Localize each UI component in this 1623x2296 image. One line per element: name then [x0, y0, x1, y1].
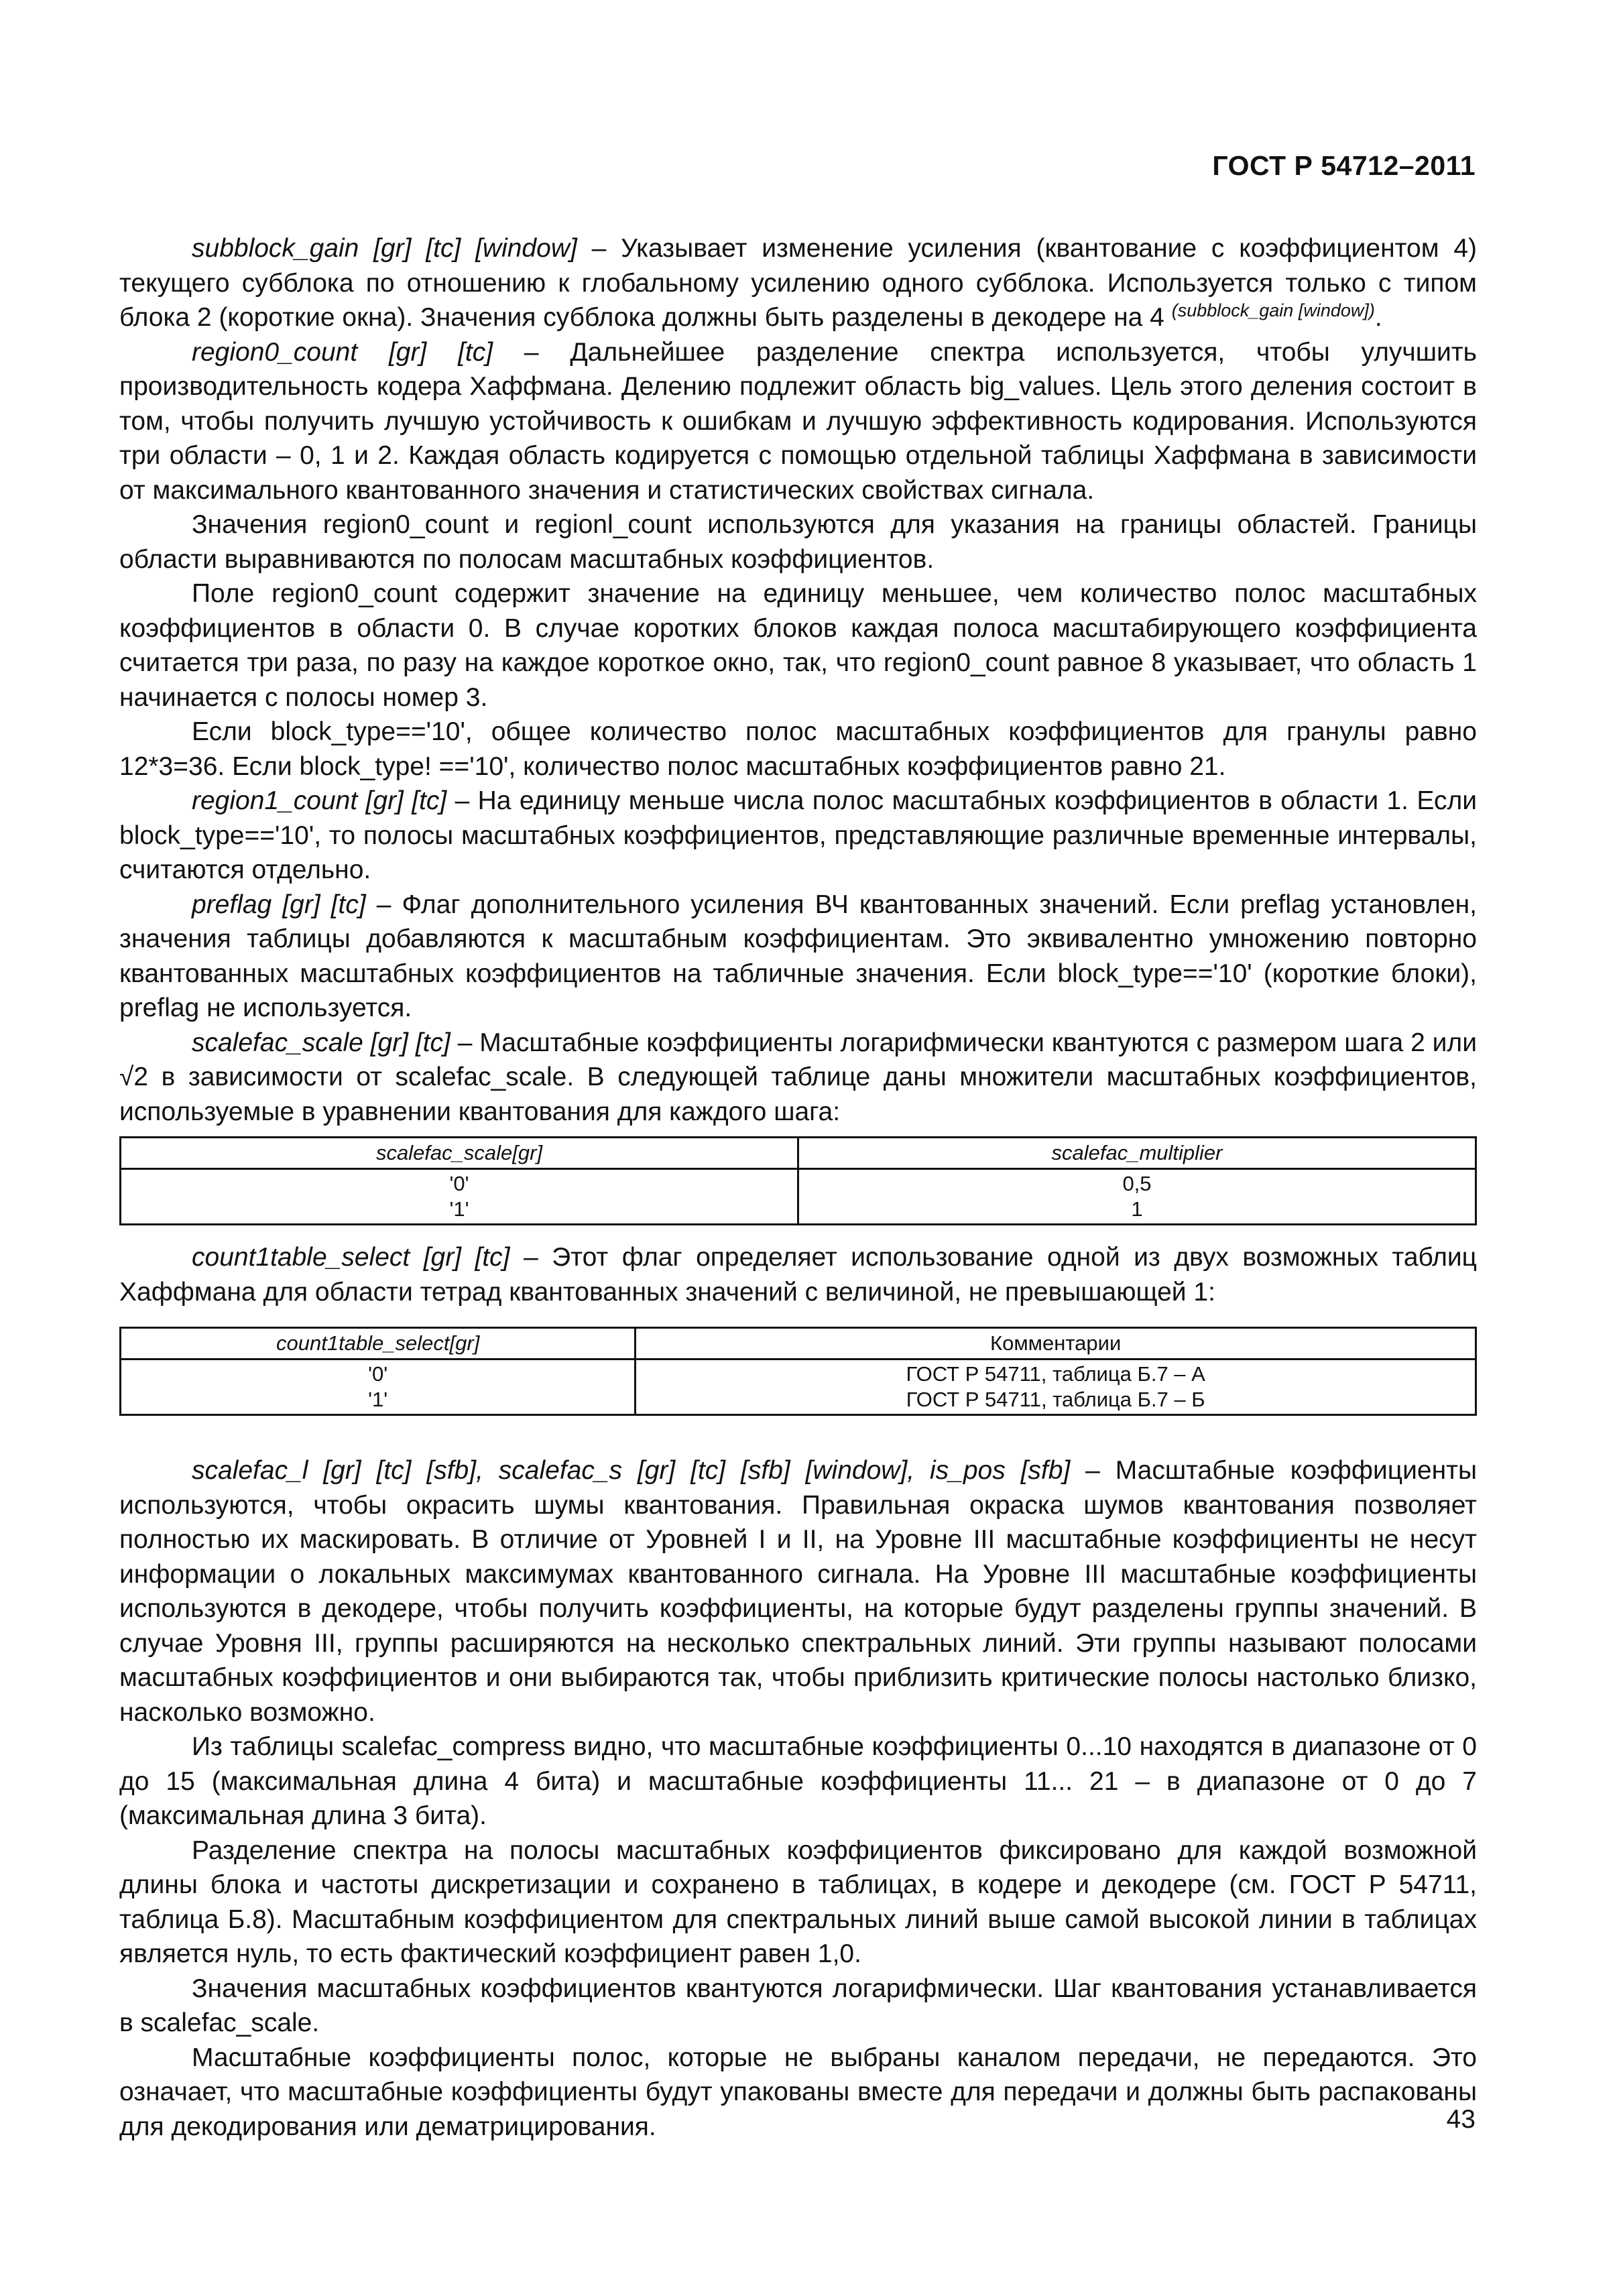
document-body	[119, 231, 1477, 2144]
term-label: count1table_select [gr] [tc]	[192, 1243, 510, 1272]
paragraph-region0-field: Поле region0_count содержит значение на единицу меньшее, чем количество полос масштабных коэффициентов в области 0. В случае коротких блоков каждая полоса масштабирующего коэффициента считается три раза, по разу на каждое короткое окно, так, что region0_count равное 8 указывает, что область 1 начинается с полосы номер 3.	[119, 579, 1477, 712]
paragraph-text: – Этот флаг определяет использование одной из двух возможных таблиц Хаффмана для области тетрад квантованных значений с величиной, не превышающей 1:	[119, 1243, 1477, 1307]
table-cell: 1	[798, 1197, 1476, 1225]
paragraph-region-values: Значения region0_count и regionl_count используются для указания на границы областей. Границы области выравниваются по полосам масштабных коэффициентов.	[119, 510, 1477, 574]
paragraph-text: – Указывает изменение усиления (квантование с коэффициентом 4) текущего субблока по отношению к глобальному усилению одного субблока. Используется только с типом блока 2 (короткие окна). Значения субблока должны быть разделены в декодере на 4	[119, 234, 1477, 332]
term-label: region0_count [gr] [tc]	[192, 337, 493, 367]
term-label: subblock_gain [gr] [tc] [window]	[192, 234, 577, 263]
paragraph-text: – Дальнейшее разделение спектра используется, чтобы улучшить производительность кодера Хаффмана. Делению подлежит область big_values. Цель этого деления состоит в том, чтобы получить лучшую устойчивость к ошибкам и лучшую эффективность кодирования. Используются три области – 0, 1 и 2. Каждая область кодируется с помощью отдельной таблицы Хаффмана в зависимости от максимального квантованного значения и статистических свойствах сигнала.	[119, 337, 1477, 505]
table-cell: '1'	[121, 1197, 798, 1225]
table-cell: '1'	[121, 1387, 636, 1415]
term-label: scalefac_l [gr] [tc] [sfb], scalefac_s [gr] [tc] [sfb] [window], is_pos [sfb]	[192, 1456, 1071, 1485]
paragraph-count1table-select	[119, 1240, 1477, 1309]
paragraph-scalefac-compress: Из таблицы scalefac_compress видно, что масштабные коэффициенты 0...10 находятся в диапазоне от 0 до 15 (максимальная длина 4 бита) и масштабные коэффициенты 11... 21 – в диапазоне от 0 до 7 (максимальная длина 3 бита).	[119, 1732, 1477, 1830]
paragraph-text: – На единицу меньше числа полос масштабных коэффициентов в области 1. Если block_type=='10', то полосы масштабных коэффициентов, представляющие различные временные интервалы, считаются отдельно.	[119, 786, 1477, 884]
table-header-cell: scalefac_multiplier	[798, 1138, 1476, 1169]
count1table-table	[119, 1327, 1477, 1416]
paragraph-quantization: Значения масштабных коэффициентов квантуются логарифмически. Шаг квантования устанавливается в scalefac_scale.	[119, 1974, 1477, 2037]
paragraph-subblock-gain	[119, 231, 1477, 335]
table-row	[121, 1360, 1476, 1388]
paragraph-preflag	[119, 888, 1477, 1026]
paragraph-tail: .	[1374, 303, 1382, 332]
table-header-cell: Комментарии	[636, 1328, 1476, 1360]
paragraph-scalefac-l	[119, 1453, 1477, 1730]
table-header-row	[121, 1138, 1476, 1169]
document-id: ГОСТ Р 54712–2011	[1212, 150, 1476, 181]
table-cell: ГОСТ Р 54711, таблица Б.7 – А	[636, 1360, 1476, 1388]
paragraph-not-transmitted: Масштабные коэффициенты полос, которые не выбраны каналом передачи, не передаются. Это означает, что масштабные коэффициенты будут упакованы вместе для передачи и должны быть распакованы для декодирования или дематрицирования.	[119, 2043, 1477, 2141]
table-row	[121, 1197, 1476, 1225]
paragraph-scalefac-scale	[119, 1026, 1477, 1130]
paragraph-text: – Масштабные коэффициенты логарифмически квантуются с размером шага 2 или √2 в зависимости от scalefac_scale. В следующей таблице даны множители масштабных коэффициентов, используемые в уравнении квантования для каждого шага:	[119, 1028, 1477, 1126]
table-header-cell: scalefac_scale[gr]	[121, 1138, 798, 1169]
table-row	[121, 1387, 1476, 1415]
table-cell: 0,5	[798, 1169, 1476, 1197]
term-label: scalefac_scale [gr] [tc]	[192, 1028, 450, 1057]
paragraph-region0-count	[119, 335, 1477, 508]
table-header-row	[121, 1328, 1476, 1360]
table-cell: ГОСТ Р 54711, таблица Б.7 – Б	[636, 1387, 1476, 1415]
page-number: 43	[1446, 2105, 1476, 2134]
term-label: region1_count [gr] [tc]	[192, 786, 447, 815]
paragraph-spectrum-split: Разделение спектра на полосы масштабных коэффициентов фиксировано для каждой возможной длины блока и частоты дискретизации и сохранено в таблицах, в кодере и декодере (см. ГОСТ Р 54711, таблица Б.8). Масштабным коэффициентом для спектральных линий выше самой высокой линии в таблицах является нуль, то есть фактический коэффициент равен 1,0.	[119, 1835, 1477, 1968]
paragraph-region1-count	[119, 784, 1477, 888]
term-label: preflag [gr] [tc]	[192, 890, 366, 919]
paragraph-block-type: Если block_type=='10', общее количество полос масштабных коэффициентов для гранулы равно 12*3=36. Если block_type! =='10', количество полос масштабных коэффициентов равно 21.	[119, 717, 1477, 781]
scalefac-multiplier-table	[119, 1136, 1477, 1225]
superscript: (subblock_gain [window])	[1171, 300, 1375, 320]
table-header-cell: count1table_select[gr]	[121, 1328, 636, 1360]
table-row	[121, 1169, 1476, 1197]
paragraph-text: – Флаг дополнительного усиления ВЧ квантованных значений. Если preflag установлен, значения таблицы добавляются к масштабным коэффициентам. Это эквивалентно умножению повторно квантованных масштабных коэффициентов на табличные значения. Если block_type=='10' (короткие блоки), preflag не используется.	[119, 890, 1477, 1022]
table-cell: '0'	[121, 1169, 798, 1197]
paragraph-text: – Масштабные коэффициенты используются, чтобы окрасить шумы квантования. Правильная окраска шумов квантования позволяет полностью их маскировать. В отличие от Уровней I и II, на Уровне III масштабные коэффициенты не несут информации о локальных максимумах квантованного сигнала. На Уровне III масштабные коэффициенты используются в декодере, чтобы получить коэффициенты, на которые будут разделены группы значений. В случае Уровня III, группы расширяются на несколько спектральных линий. Эти группы называют полосами масштабных коэффициентов и они выбираются так, чтобы приблизить критические полосы настолько близко, насколько возможно.	[119, 1456, 1477, 1727]
table-cell: '0'	[121, 1360, 636, 1388]
